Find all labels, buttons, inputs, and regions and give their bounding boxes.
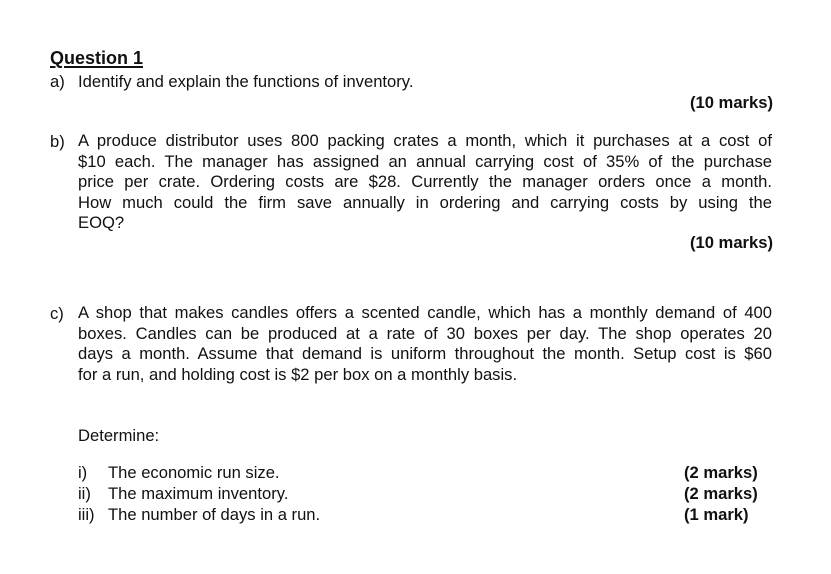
part-b-line: EOQ?: [78, 213, 125, 233]
part-b-paragraph: [78, 131, 772, 234]
part-c-line: days a month. Assume that demand is uniform throughout the month. Setup cost is $60: [78, 344, 772, 364]
part-b-label: b): [50, 132, 65, 151]
part-c-line: for a run, and holding cost is $2 per box on a monthly basis.: [78, 364, 518, 384]
question-title: Question 1: [50, 48, 144, 68]
subpart-text: The number of days in a run.: [108, 505, 321, 524]
part-a-marks: (10 marks): [689, 93, 773, 112]
part-b-line: How much could the firm save annually in ordering and carrying costs by using the: [78, 192, 772, 212]
part-c-label: c): [50, 304, 64, 323]
determine-label: Determine:: [78, 426, 160, 445]
part-b-line: price per crate. Ordering costs are $28. Currently the manager orders once a month.: [78, 172, 772, 192]
part-a-text: Identify and explain the functions of inventory.: [78, 72, 414, 91]
subpart-text: The economic run size.: [108, 463, 280, 482]
part-b-line: $10 each. The manager has assigned an annual carrying cost of 35% of the purchase: [78, 151, 772, 171]
subpart-marks: (1 mark): [684, 505, 749, 524]
part-b-marks: (10 marks): [689, 233, 773, 252]
part-c-paragraph: [78, 303, 772, 385]
subpart-label: iii): [78, 505, 95, 524]
subpart-text: The maximum inventory.: [108, 484, 289, 503]
subpart-label: ii): [78, 484, 91, 503]
subpart-label: i): [78, 463, 88, 482]
part-c-line: boxes. Candles can be produced at a rate of 30 boxes per day. The shop operates 20: [78, 323, 772, 343]
part-a-label: a): [50, 72, 65, 91]
part-c-line: A shop that makes candles offers a scented candle, which has a monthly demand of 400: [78, 303, 772, 322]
part-b-line: A produce distributor uses 800 packing crates a month, which it purchases at a cost of: [78, 131, 772, 150]
subpart-marks: (2 marks): [684, 484, 758, 503]
subpart-marks: (2 marks): [684, 463, 758, 482]
